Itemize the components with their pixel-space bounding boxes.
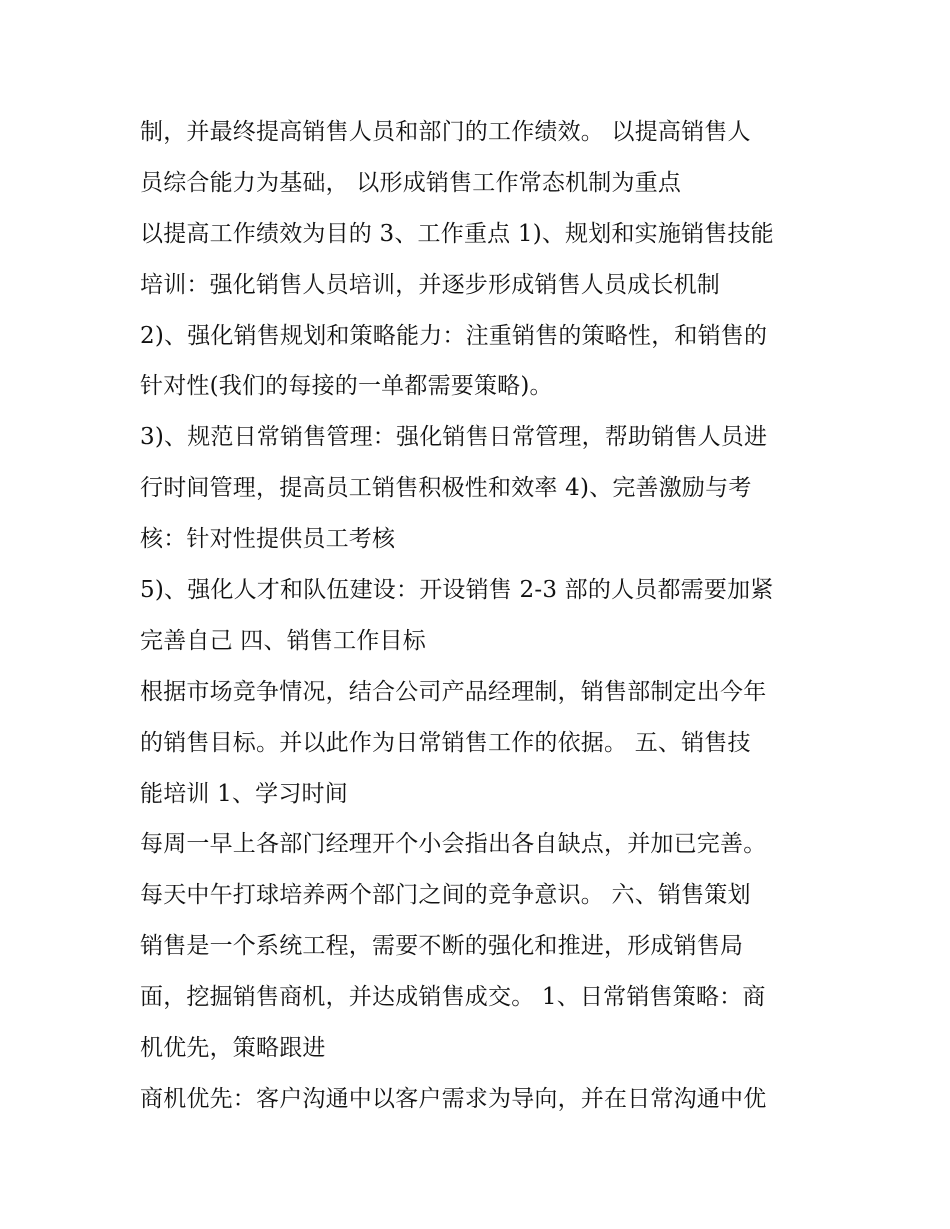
text-line: 完善自己 四、销售工作目标: [140, 627, 426, 654]
text-line: 行时间管理，提高员工销售积极性和效率 4)、完善激励与考: [140, 475, 752, 502]
text-line: 2)、强化销售规划和策略能力：注重销售的策略性，和销售的: [140, 322, 768, 349]
text-line: 每天中午打球培养两个部门之间的竞争意识。 六、销售策划: [140, 882, 751, 909]
text-line: 核：针对性提供员工考核: [140, 526, 396, 553]
text-line: 培训：强化销售人员培训，并逐步形成销售人员成长机制: [140, 271, 720, 298]
text-line: 商机优先：客户沟通中以客户需求为导向，并在日常沟通中优: [140, 1085, 767, 1112]
text-line: 能培训 1、学习时间: [140, 780, 348, 807]
text-line: 5)、强化人才和队伍建设：开设销售 2-3 部的人员都需要加紧: [140, 577, 774, 604]
text-line: 员综合能力为基础， 以形成销售工作常态机制为重点: [140, 169, 682, 196]
text-line: 每周一早上各部门经理开个小会指出各自缺点，并加已完善。: [140, 831, 767, 858]
text-line: 面，挖掘销售商机，并达成销售成交。 1、日常销售策略：商: [140, 984, 766, 1011]
text-line: 根据市场竞争情况，结合公司产品经理制，销售部制定出今年: [140, 678, 767, 705]
text-line: 销售是一个系统工程，需要不断的强化和推进，形成销售局: [140, 933, 744, 960]
text-line: 3)、规范日常销售管理：强化销售日常管理，帮助销售人员进: [140, 424, 768, 451]
text-line: 机优先，策略跟进: [140, 1035, 326, 1062]
text-line: 以提高工作绩效为目的 3、工作重点 1)、规划和实施销售技能: [140, 220, 774, 247]
text-line: 针对性(我们的每接的一单都需要策略)。: [140, 373, 553, 400]
text-line: 制，并最终提高销售人员和部门的工作绩效。 以提高销售人: [140, 119, 751, 145]
document-body: [140, 107, 830, 1125]
text-line: 的销售目标。并以此作为日常销售工作的依据。 五、销售技: [140, 729, 751, 756]
